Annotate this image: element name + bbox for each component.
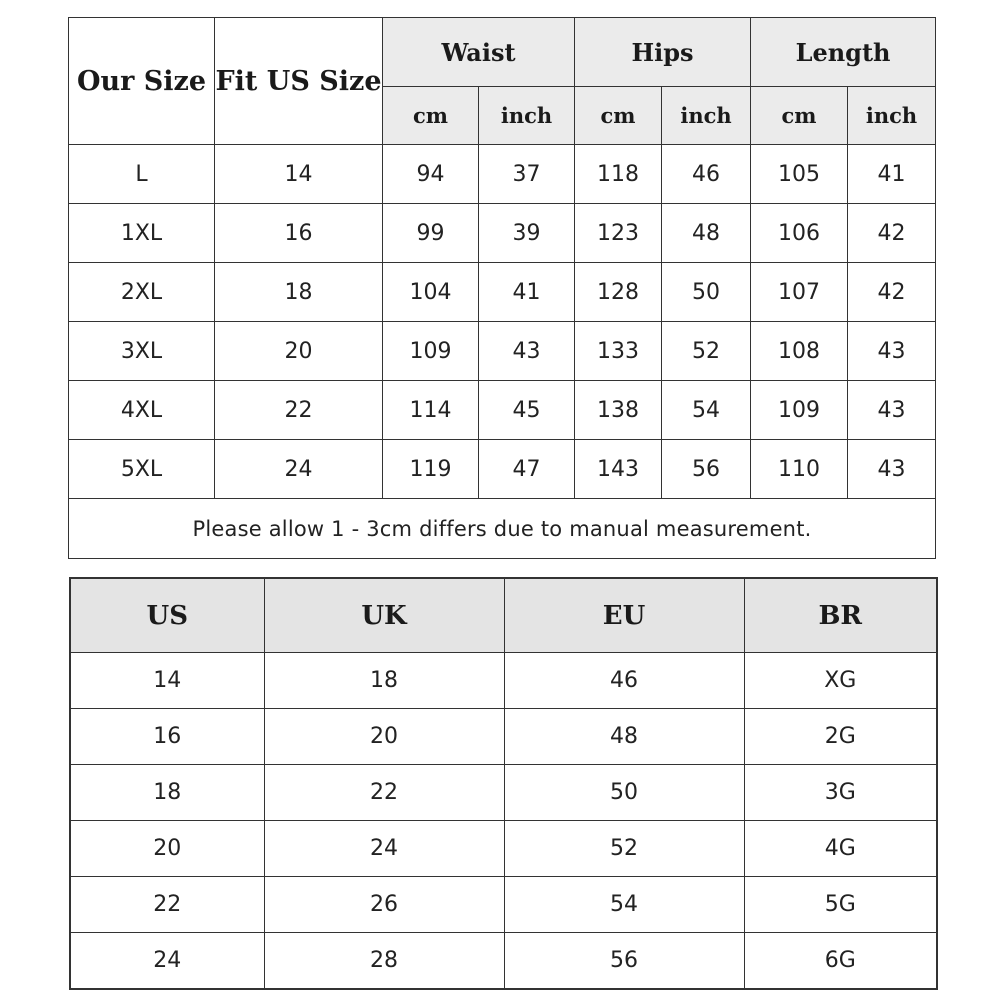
- conversion-cell: 5G: [744, 877, 937, 933]
- size-cell: 119: [383, 440, 479, 499]
- size-cell: 107: [751, 263, 848, 322]
- conversion-cell: 3G: [744, 765, 937, 821]
- unit-header: cm: [751, 87, 848, 145]
- size-cell: 42: [848, 263, 936, 322]
- size-cell: 24: [215, 440, 383, 499]
- conversion-cell: 14: [70, 653, 264, 709]
- size-cell: 20: [215, 322, 383, 381]
- conversion-cell: 18: [264, 653, 504, 709]
- table-row: [70, 765, 937, 821]
- header-our-size: Our Size: [69, 18, 215, 145]
- table-row: [70, 709, 937, 765]
- conversion-cell: 24: [264, 821, 504, 877]
- conversion-cell: 26: [264, 877, 504, 933]
- size-cell: 46: [662, 145, 751, 204]
- conversion-cell: 56: [504, 933, 744, 990]
- conversion-cell: 22: [264, 765, 504, 821]
- table-row: [70, 933, 937, 990]
- unit-header: inch: [662, 87, 751, 145]
- size-cell: 43: [848, 322, 936, 381]
- size-cell: 42: [848, 204, 936, 263]
- size-cell: 128: [575, 263, 662, 322]
- table-row: [69, 381, 936, 440]
- size-cell: 99: [383, 204, 479, 263]
- header-eu: EU: [504, 578, 744, 653]
- size-cell: 1XL: [69, 204, 215, 263]
- conversion-cell: 46: [504, 653, 744, 709]
- header-uk: UK: [264, 578, 504, 653]
- size-cell: 108: [751, 322, 848, 381]
- size-cell: 133: [575, 322, 662, 381]
- conversion-cell: 20: [264, 709, 504, 765]
- size-cell: 3XL: [69, 322, 215, 381]
- size-cell: 37: [479, 145, 575, 204]
- size-cell: 52: [662, 322, 751, 381]
- table-row: [69, 322, 936, 381]
- conversion-cell: 28: [264, 933, 504, 990]
- header-length: Length: [751, 18, 936, 87]
- header-us: US: [70, 578, 264, 653]
- header-waist: Waist: [383, 18, 575, 87]
- table-row: [70, 653, 937, 709]
- table-row: [69, 145, 936, 204]
- size-cell: 43: [848, 381, 936, 440]
- size-cell: 123: [575, 204, 662, 263]
- size-cell: 138: [575, 381, 662, 440]
- size-cell: 109: [751, 381, 848, 440]
- conversion-cell: 48: [504, 709, 744, 765]
- unit-header: cm: [383, 87, 479, 145]
- conversion-cell: 4G: [744, 821, 937, 877]
- size-cell: 106: [751, 204, 848, 263]
- conversion-cell: 20: [70, 821, 264, 877]
- size-cell: 18: [215, 263, 383, 322]
- conversion-cell: 50: [504, 765, 744, 821]
- size-cell: 22: [215, 381, 383, 440]
- size-cell: 5XL: [69, 440, 215, 499]
- size-cell: 118: [575, 145, 662, 204]
- conversion-cell: XG: [744, 653, 937, 709]
- unit-header: cm: [575, 87, 662, 145]
- size-cell: 2XL: [69, 263, 215, 322]
- size-cell: 41: [848, 145, 936, 204]
- conversion-cell: 22: [70, 877, 264, 933]
- size-cell: 109: [383, 322, 479, 381]
- size-cell: 16: [215, 204, 383, 263]
- table-row: [69, 440, 936, 499]
- size-cell: 48: [662, 204, 751, 263]
- size-cell: 41: [479, 263, 575, 322]
- size-chart-body: [69, 145, 936, 499]
- table-row: [70, 877, 937, 933]
- size-cell: 43: [848, 440, 936, 499]
- size-cell: 54: [662, 381, 751, 440]
- conversion-cell: 6G: [744, 933, 937, 990]
- size-cell: 39: [479, 204, 575, 263]
- size-cell: 105: [751, 145, 848, 204]
- size-cell: 45: [479, 381, 575, 440]
- unit-header: inch: [479, 87, 575, 145]
- conversion-body: [70, 653, 937, 990]
- size-conversion-table: [69, 577, 938, 990]
- size-cell: 114: [383, 381, 479, 440]
- size-cell: 4XL: [69, 381, 215, 440]
- size-cell: 43: [479, 322, 575, 381]
- size-cell: 94: [383, 145, 479, 204]
- conversion-cell: 18: [70, 765, 264, 821]
- size-cell: 56: [662, 440, 751, 499]
- header-fit-us-size: Fit US Size: [215, 18, 383, 145]
- conversion-cell: 52: [504, 821, 744, 877]
- conversion-cell: 24: [70, 933, 264, 990]
- size-cell: 50: [662, 263, 751, 322]
- size-cell: 47: [479, 440, 575, 499]
- conversion-cell: 2G: [744, 709, 937, 765]
- size-chart-table: [68, 17, 936, 559]
- size-cell: L: [69, 145, 215, 204]
- table-row: [69, 204, 936, 263]
- size-cell: 110: [751, 440, 848, 499]
- size-cell: 143: [575, 440, 662, 499]
- unit-header: inch: [848, 87, 936, 145]
- measurement-note: Please allow 1 - 3cm differs due to manual measurement.: [69, 499, 936, 559]
- size-cell: 14: [215, 145, 383, 204]
- table-row: [69, 263, 936, 322]
- header-hips: Hips: [575, 18, 751, 87]
- header-br: BR: [744, 578, 937, 653]
- conversion-cell: 16: [70, 709, 264, 765]
- table-row: [70, 821, 937, 877]
- conversion-cell: 54: [504, 877, 744, 933]
- size-cell: 104: [383, 263, 479, 322]
